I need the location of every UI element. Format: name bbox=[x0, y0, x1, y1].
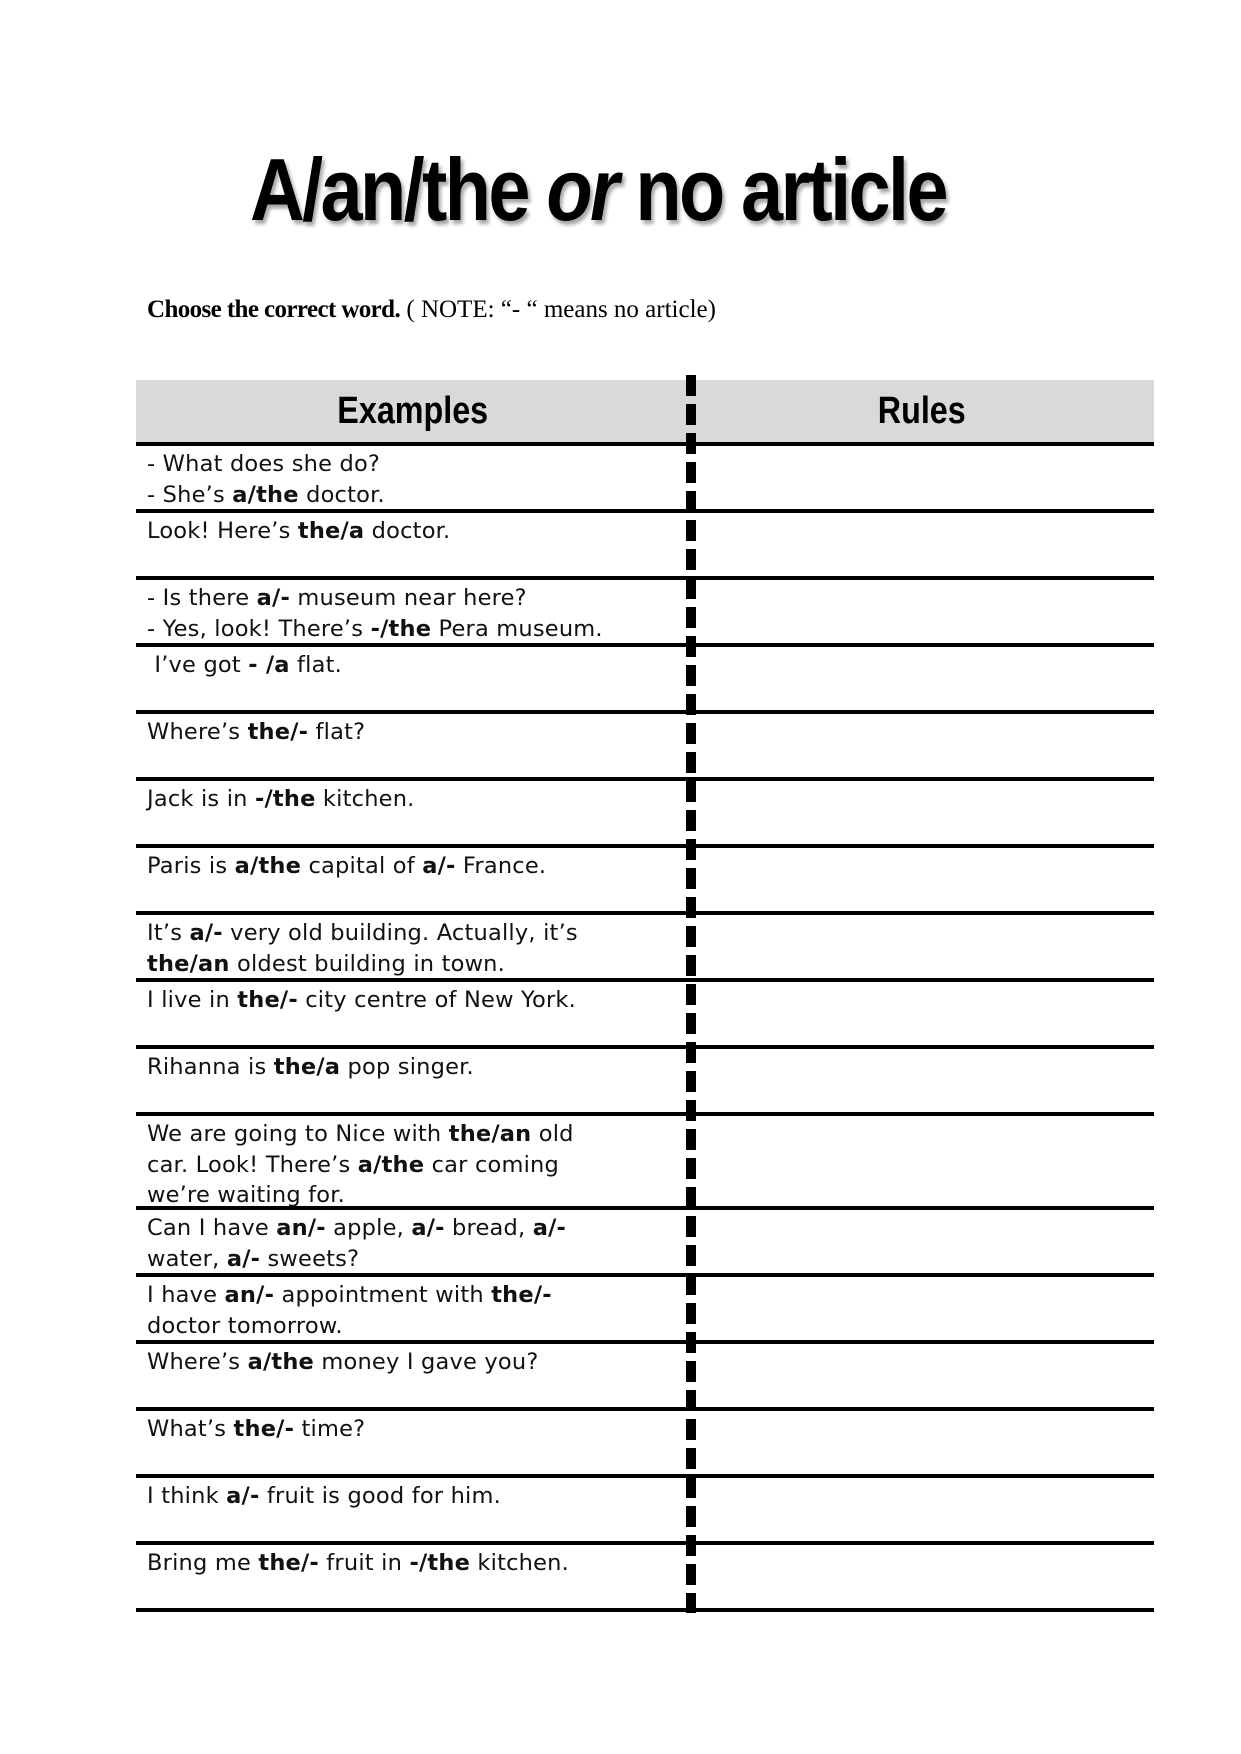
table-row bbox=[136, 714, 1154, 781]
example-line bbox=[147, 1052, 677, 1083]
rule-cell[interactable] bbox=[696, 1545, 1154, 1608]
example-text: Rihanna is bbox=[147, 1054, 274, 1080]
article-choice: - /a bbox=[248, 652, 290, 678]
example-cell bbox=[147, 583, 677, 644]
example-text: doctor. bbox=[364, 518, 451, 544]
instructions-note: ( NOTE: “- “ means no article) bbox=[400, 296, 716, 323]
header-rules: Rules bbox=[877, 390, 966, 432]
example-text: sweets? bbox=[260, 1245, 360, 1272]
table-row bbox=[136, 1210, 1154, 1277]
table-row bbox=[136, 446, 1154, 513]
rule-cell[interactable] bbox=[696, 915, 1154, 978]
example-text: car. Look! There’s bbox=[147, 1151, 358, 1178]
title-or: or bbox=[546, 140, 617, 239]
example-line bbox=[147, 1244, 677, 1275]
article-choice: a/- bbox=[189, 920, 223, 946]
article-choice: -/the bbox=[409, 1550, 471, 1576]
example-cell bbox=[147, 1280, 677, 1341]
example-text: fruit is good for him. bbox=[259, 1483, 501, 1509]
example-line bbox=[147, 1481, 677, 1512]
example-text: Paris is bbox=[147, 853, 235, 879]
example-text: What’s bbox=[147, 1416, 234, 1442]
example-line bbox=[147, 449, 677, 480]
example-text: Where’s bbox=[147, 1349, 248, 1375]
rule-cell[interactable] bbox=[696, 1411, 1154, 1474]
article-choice: the/an bbox=[147, 950, 230, 977]
example-text: oldest building in town. bbox=[229, 950, 505, 977]
instructions-main: Choose the correct word. bbox=[147, 296, 401, 323]
example-text: doctor tomorrow. bbox=[147, 1312, 343, 1339]
example-cell bbox=[147, 1119, 677, 1211]
example-text: Bring me bbox=[147, 1550, 259, 1576]
example-cell bbox=[147, 717, 677, 748]
example-cell bbox=[147, 449, 677, 510]
table-row bbox=[136, 915, 1154, 982]
example-text: doctor. bbox=[298, 481, 385, 508]
example-cell bbox=[147, 784, 677, 815]
table-row bbox=[136, 1344, 1154, 1411]
article-choice: a/the bbox=[357, 1151, 425, 1178]
table-header bbox=[136, 380, 1154, 446]
rule-cell[interactable] bbox=[696, 1478, 1154, 1541]
article-choice: a/- bbox=[422, 853, 456, 879]
example-text: Look! Here’s bbox=[147, 518, 298, 544]
example-line bbox=[147, 949, 677, 980]
example-text: - What does she do? bbox=[147, 451, 381, 477]
table-row bbox=[136, 647, 1154, 714]
example-text: city centre of New York. bbox=[297, 987, 576, 1013]
example-cell bbox=[147, 1347, 677, 1378]
example-text: kitchen. bbox=[470, 1550, 569, 1576]
example-line bbox=[147, 1213, 677, 1244]
example-text: France. bbox=[455, 853, 547, 879]
example-text: Jack is in bbox=[147, 786, 255, 812]
example-text: - She’s bbox=[147, 481, 233, 508]
example-text: - Is there bbox=[147, 585, 257, 611]
table-row bbox=[136, 1478, 1154, 1545]
example-line bbox=[147, 650, 677, 681]
rule-cell[interactable] bbox=[696, 1344, 1154, 1407]
example-text: old bbox=[531, 1121, 574, 1147]
example-text: Where’s bbox=[147, 719, 248, 745]
table-row bbox=[136, 513, 1154, 580]
example-line bbox=[147, 583, 677, 614]
example-text: capital of bbox=[301, 853, 423, 879]
example-line bbox=[147, 1311, 677, 1342]
rule-cell[interactable] bbox=[696, 1116, 1154, 1206]
article-choice: the/- bbox=[247, 719, 309, 745]
example-line bbox=[147, 1119, 677, 1150]
example-line bbox=[147, 1280, 677, 1311]
example-text: time? bbox=[294, 1416, 366, 1442]
article-choice: an/- bbox=[276, 1215, 326, 1241]
rule-cell[interactable] bbox=[696, 1277, 1154, 1340]
table-row bbox=[136, 848, 1154, 915]
article-choice: a/- bbox=[532, 1215, 567, 1241]
rule-cell[interactable] bbox=[696, 513, 1154, 576]
example-text: I live in bbox=[147, 987, 238, 1013]
example-text: flat. bbox=[289, 652, 342, 678]
example-text: water, bbox=[147, 1245, 227, 1272]
table-row bbox=[136, 580, 1154, 647]
example-text: I think bbox=[147, 1483, 227, 1509]
example-line bbox=[147, 480, 677, 511]
example-cell bbox=[147, 1052, 677, 1083]
article-choice: an/- bbox=[224, 1282, 275, 1308]
example-line bbox=[147, 516, 677, 547]
example-cell bbox=[147, 1481, 677, 1512]
page-title bbox=[250, 140, 946, 240]
article-choice: a/the bbox=[234, 853, 302, 879]
example-text: Can I have bbox=[147, 1215, 277, 1241]
example-cell bbox=[147, 1414, 677, 1445]
example-text: bread, bbox=[444, 1215, 533, 1241]
header-examples: Examples bbox=[337, 390, 488, 432]
article-choice: -/the bbox=[370, 615, 432, 642]
example-text: money I gave you? bbox=[314, 1349, 539, 1375]
example-text: I’ve got bbox=[147, 652, 249, 678]
example-cell bbox=[147, 918, 677, 979]
table-row bbox=[136, 1116, 1154, 1210]
example-text: pop singer. bbox=[340, 1054, 474, 1080]
rule-cell[interactable] bbox=[696, 1049, 1154, 1112]
article-choice: a/- bbox=[256, 585, 291, 611]
rule-cell[interactable] bbox=[696, 446, 1154, 509]
title-part-1: A/an/the bbox=[250, 140, 547, 239]
article-choice: a/- bbox=[226, 1483, 260, 1509]
table-row bbox=[136, 982, 1154, 1049]
rule-cell[interactable] bbox=[696, 1210, 1154, 1273]
table-row bbox=[136, 1277, 1154, 1344]
example-cell bbox=[147, 985, 677, 1016]
example-line bbox=[147, 784, 677, 815]
rule-cell[interactable] bbox=[696, 647, 1154, 710]
example-cell bbox=[147, 1213, 677, 1274]
rule-cell[interactable] bbox=[696, 714, 1154, 777]
article-choice: a/- bbox=[411, 1215, 445, 1241]
rule-cell[interactable] bbox=[696, 781, 1154, 844]
article-choice: the/an bbox=[448, 1121, 532, 1147]
example-line bbox=[147, 717, 677, 748]
table-row bbox=[136, 1049, 1154, 1116]
example-text: I have bbox=[147, 1282, 225, 1308]
example-text: we’re waiting for. bbox=[147, 1182, 345, 1208]
table-row bbox=[136, 1411, 1154, 1478]
example-text: apple, bbox=[325, 1215, 412, 1241]
title-part-2: no article bbox=[616, 140, 946, 239]
example-cell bbox=[147, 1548, 677, 1579]
article-choice: a/the bbox=[232, 481, 299, 508]
example-text: car coming bbox=[424, 1151, 559, 1178]
article-choice: the/- bbox=[233, 1416, 295, 1442]
article-choice: the/- bbox=[491, 1282, 552, 1308]
example-line bbox=[147, 614, 677, 645]
example-text: We are going to Nice with bbox=[147, 1121, 449, 1147]
article-choice: the/a bbox=[273, 1054, 341, 1080]
example-text: appointment with bbox=[274, 1282, 492, 1308]
article-choice: -/the bbox=[254, 786, 316, 812]
instructions bbox=[147, 293, 716, 327]
example-line bbox=[147, 918, 677, 949]
rule-cell[interactable] bbox=[696, 982, 1154, 1045]
table-row bbox=[136, 781, 1154, 848]
example-line bbox=[147, 1414, 677, 1445]
rule-cell[interactable] bbox=[696, 580, 1154, 643]
example-line bbox=[147, 1150, 677, 1181]
article-choice: the/- bbox=[237, 987, 298, 1013]
example-text: museum near here? bbox=[290, 585, 527, 611]
article-choice: the/a bbox=[297, 518, 365, 544]
example-text: very old building. Actually, it’s bbox=[222, 920, 578, 946]
example-line bbox=[147, 1180, 677, 1211]
rule-cell[interactable] bbox=[696, 848, 1154, 911]
example-text: kitchen. bbox=[315, 786, 415, 812]
example-cell bbox=[147, 650, 677, 681]
example-line bbox=[147, 985, 677, 1016]
example-cell bbox=[147, 516, 677, 547]
article-choice: a/the bbox=[247, 1349, 315, 1375]
example-cell bbox=[147, 851, 677, 882]
example-line bbox=[147, 851, 677, 882]
dashed-column-divider bbox=[686, 375, 696, 1613]
article-choice: the/- bbox=[258, 1550, 319, 1576]
article-choice: a/- bbox=[226, 1245, 261, 1272]
example-text: Pera museum. bbox=[431, 615, 603, 642]
example-text: - Yes, look! There’s bbox=[147, 615, 371, 642]
table-row bbox=[136, 1545, 1154, 1612]
table-body bbox=[136, 446, 1154, 1612]
example-line bbox=[147, 1347, 677, 1378]
example-text: flat? bbox=[308, 719, 366, 745]
example-text: It’s bbox=[147, 920, 190, 946]
example-line bbox=[147, 1548, 677, 1579]
exercise-table bbox=[136, 380, 1154, 1612]
example-text: fruit in bbox=[318, 1550, 410, 1576]
